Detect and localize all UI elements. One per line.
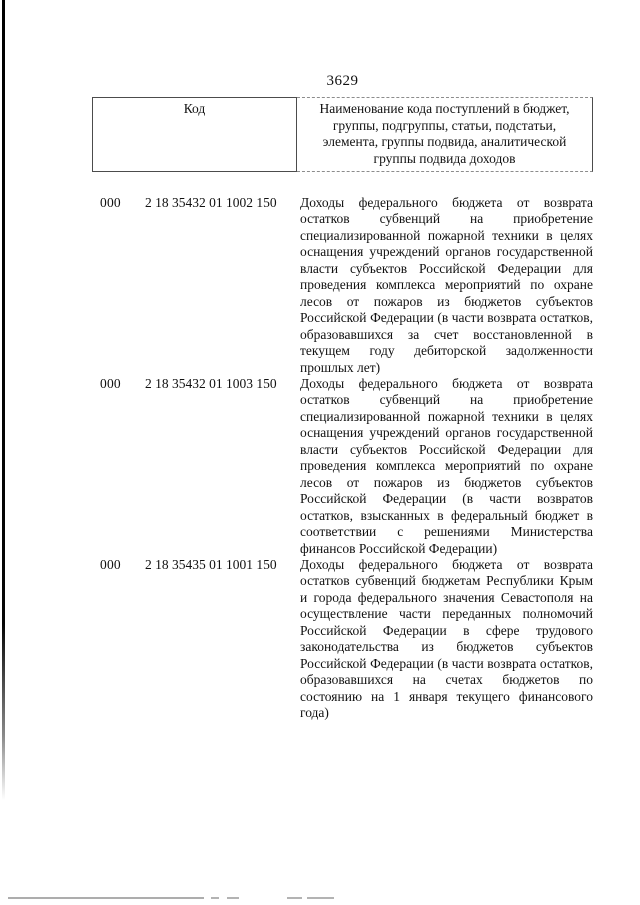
scan-artifact-left-edge: [2, 0, 5, 800]
row-income-name: Доходы федерального бюджета от возврата остатков субвенций бюджетам Республики Крым и города федерального значения Севастополя на осуществление части переданных полномочий Российской Федерации в сфере трудового законодательства из бюджетов субъектов Российской Федерации (в части возврата остатков, образовавшихся на счетах бюджетов по состоянию на 1 января текущего финансового года): [300, 556, 593, 721]
row-admin-code: 000: [100, 375, 121, 391]
header-cell-name: Наименование кода поступлений в бюджет, группы, подгруппы, статьи, подстатьи, элемента, группы подвида, аналитической группы подвида доходов: [297, 97, 593, 172]
page-content: [92, 72, 593, 722]
row-classification-code: 2 18 35435 01 1001 150: [145, 556, 277, 572]
scan-artifact-bottom-edge: [8, 897, 334, 899]
table-row: [92, 557, 593, 722]
row-classification-code: 2 18 35432 01 1003 150: [145, 375, 277, 391]
header-cell-code: Код: [92, 97, 297, 172]
row-admin-code: 000: [100, 195, 121, 210]
table-body: [92, 195, 593, 722]
table-header: [92, 97, 593, 172]
row-income-name: Доходы федерального бюджета от возврата остатков субвенций на приобретение специализированной пожарной техники в целях оснащения учреждений органов государственной власти субъектов Российской Федерации для проведения комплекса мероприятий по охране лесов от пожаров из бюджетов субъектов Российской Федерации (в части возвратов остатков, взысканных в федеральный бюджет в соответствии с решениями Министерства финансов Российской Федерации): [300, 375, 593, 556]
page-number: 3629: [326, 73, 359, 89]
row-income-name: Доходы федерального бюджета от возврата остатков субвенций на приобретение специализированной пожарной техники в целях оснащения учреждений органов государственной власти субъектов Российской Федерации для проведения комплекса мероприятий по охране лесов от пожаров из бюджетов субъектов Российской Федерации (в части возврата остатков, образовавшихся за счет восстановленной в текущем году дебиторской задолженности прошлых лет): [300, 195, 593, 375]
table-row: [92, 195, 593, 376]
table-row: [92, 376, 593, 557]
row-classification-code: 2 18 35432 01 1002 150: [145, 195, 277, 210]
row-admin-code: 000: [100, 556, 121, 572]
